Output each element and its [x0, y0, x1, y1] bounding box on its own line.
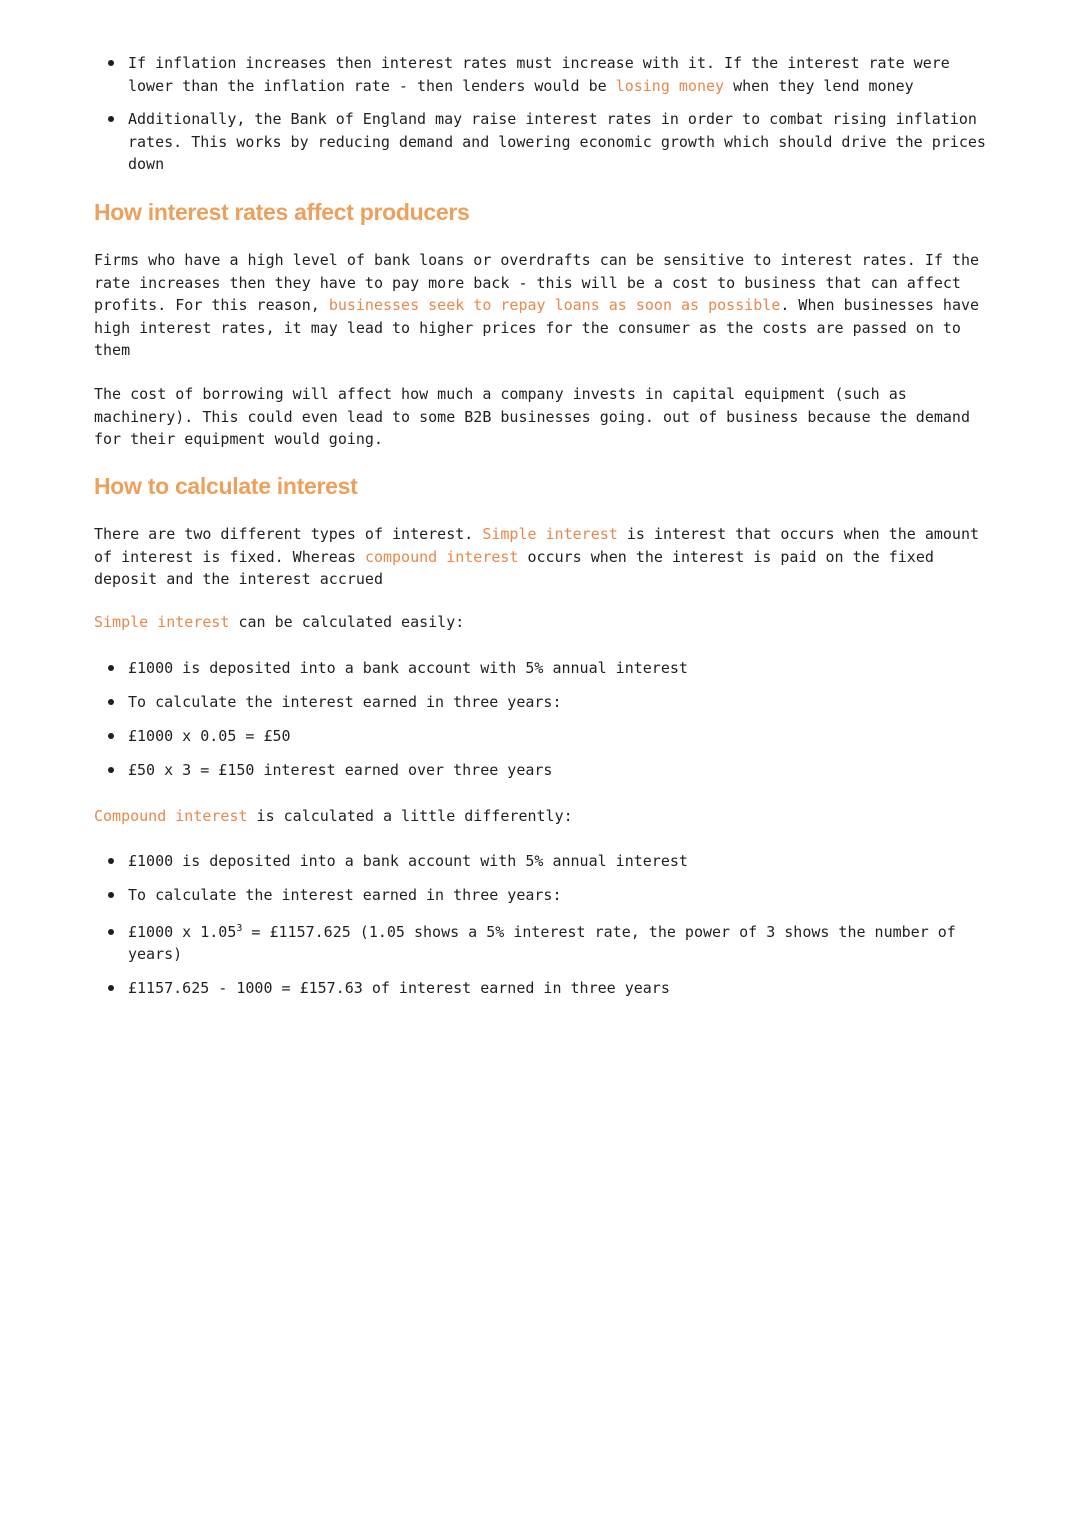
- highlight-losing-money: losing money: [615, 76, 725, 95]
- simple-interest-steps: [108, 657, 988, 782]
- list-item: To calculate the interest earned in three years:: [108, 691, 988, 714]
- list-item: £1157.625 - 1000 = £157.63 of interest earned in three years: [108, 977, 988, 1000]
- compound-interest-steps: [108, 850, 988, 1000]
- producers-paragraph-2: The cost of borrowing will affect how much a company invests in capital equipment (such as machinery). This could even lead to some B2B businesses going. out of business because the demand for their equipment would going.: [94, 385, 970, 449]
- list-item: £1000 is deposited into a bank account with 5% annual interest: [108, 657, 988, 680]
- list-item: Additionally, the Bank of England may raise interest rates in order to combat rising inflation rates. This works by reducing demand and lowering economic growth which should drive the prices down: [108, 108, 988, 176]
- intro-bullet-list: [108, 52, 988, 176]
- producers-paragraph-1: Firms who have a high level of bank loans or overdrafts can be sensitive to interest rates. If the rate increases then they have to pay more back - this will be a cost to business that can affect profits. For this reason, businesses seek to repay loans as soon as possible. When businesses have high interest rates, it may lead to higher prices for the consumer as the costs are passed on to them: [94, 251, 980, 360]
- highlight-repay-loans: businesses seek to repay loans as soon as possible: [328, 296, 781, 315]
- list-item: To calculate the interest earned in three years:: [108, 884, 988, 907]
- highlight-simple-interest: Simple interest: [482, 525, 618, 543]
- highlight-compound-interest: compound interest: [364, 547, 519, 566]
- section-heading-producers: How interest rates affect producers: [94, 199, 470, 225]
- list-item: £50 x 3 = £150 interest earned over three years: [108, 759, 988, 782]
- section-heading-calculate: How to calculate interest: [94, 473, 358, 499]
- list-item: If inflation increases then interest rates must increase with it. If the interest rate were lower than the inflation rate - then lenders would be losing money when they lend money: [108, 52, 988, 97]
- highlight-simple-interest-label: Simple interest: [94, 613, 230, 631]
- compound-interest-lead: Compound interest is calculated a little differently:: [94, 807, 573, 825]
- simple-interest-lead: Simple interest can be calculated easily:: [94, 613, 465, 631]
- highlight-compound-interest-label: Compound interest: [94, 807, 248, 825]
- list-item: £1000 is deposited into a bank account with 5% annual interest: [108, 850, 988, 873]
- list-item: £1000 x 0.05 = £50: [108, 725, 988, 748]
- interest-types-paragraph: There are two different types of interest. Simple interest is interest that occurs when the amount of interest is fixed. Whereas compound interest occurs when the interest is paid on the fixed deposit and the interest accrued: [94, 525, 980, 589]
- exponent: 3: [236, 922, 243, 934]
- list-item: £1000 x $1.05^3$ = £1157.625 (1.05 shows a 5% interest rate, the power of 3 shows the number of years): [108, 921, 988, 966]
